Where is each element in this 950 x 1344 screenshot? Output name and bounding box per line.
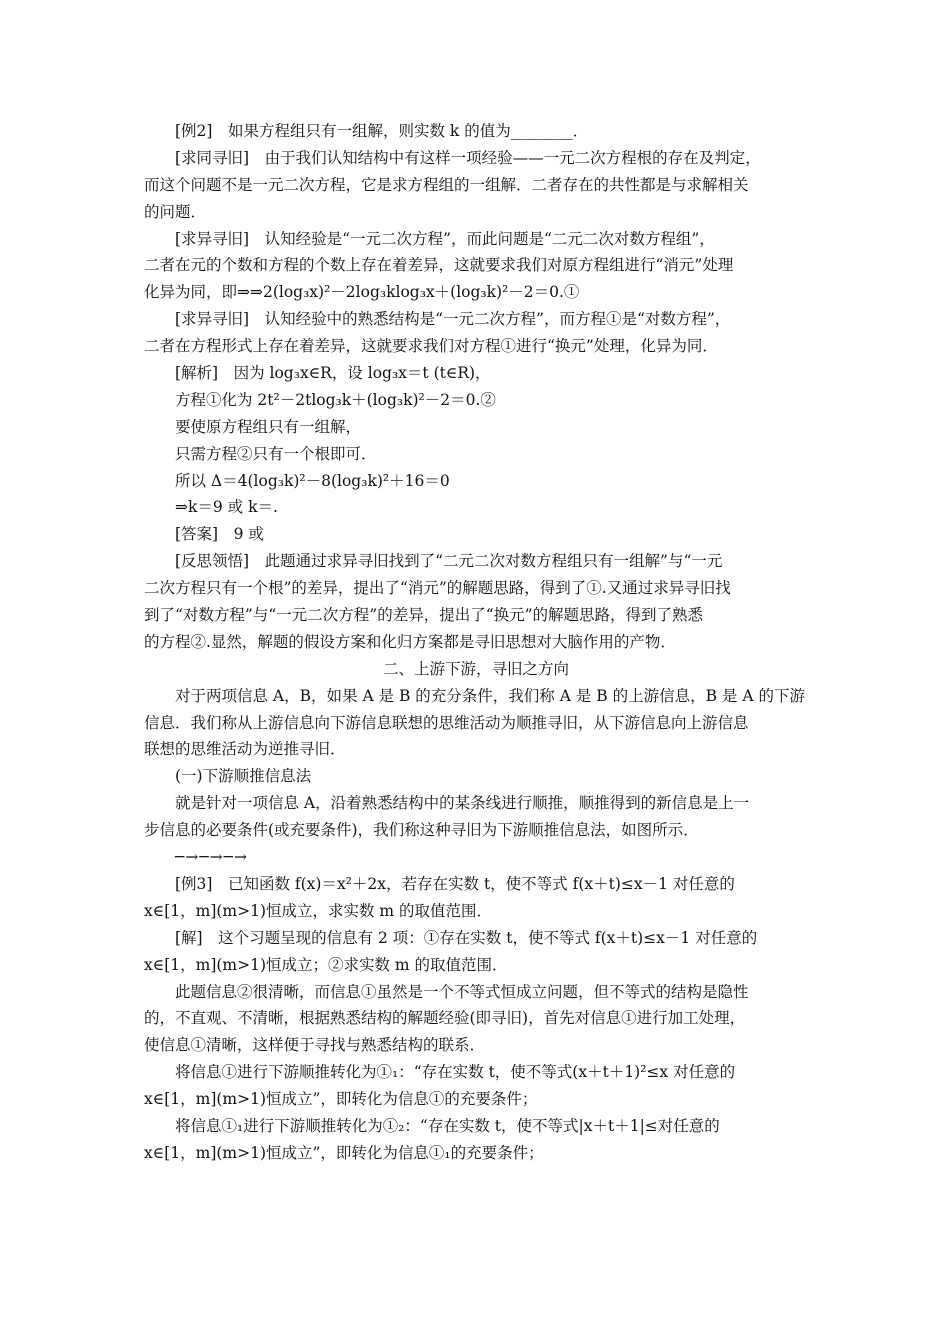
text-line: 此题信息②很清晰，而信息①虽然是一个不等式恒成立问题，但不等式的结构是隐性 xyxy=(175,982,749,1001)
section-heading: 二、上游下游，寻旧之方向 xyxy=(382,659,569,678)
text-line: 二者在元的个数和方程的个数上存在着差异，这就要求我们对原方程组进行“消元”处理 xyxy=(144,256,734,275)
text-line: [解] 这个习题呈现的信息有 2 项：①存在实数 t，使不等式 f(x＋t)≤x－1 对任意的 xyxy=(175,928,758,947)
text-line: 的，不直观、不清晰，根据熟悉结构的解题经验(即寻旧)，首先对信息①进行加工处理， xyxy=(144,1009,746,1028)
text-line: x∈[1，m](m>1)恒成立；②求实数 m 的取值范围． xyxy=(144,955,508,974)
text-line: 就是针对一项信息 A，沿着熟悉结构中的某条线进行顺推，顺推得到的新信息是上一 xyxy=(175,794,750,813)
text-line: 方程①化为 2t²－2tlog₃k＋(log₃k)²－2＝0.② xyxy=(175,390,496,409)
text-line: 将信息①₁进行下游顺推转化为①₂：“存在实数 t，使不等式|x＋t＋1|≤对任意的 xyxy=(175,1116,720,1135)
document-page xyxy=(144,118,808,1167)
text-line: 二者在方程形式上存在着差异，这就要求我们对方程①进行“换元”处理，化异为同． xyxy=(144,337,718,356)
text-line: 信息．我们称从上游信息向下游信息联想的思维活动为顺推寻旧，从下游信息向上游信息 xyxy=(144,713,749,732)
text-line: (一)下游顺推信息法 xyxy=(175,767,312,786)
text-line: x∈[1，m](m>1)恒成立，求实数 m 的取值范围． xyxy=(144,901,493,920)
text-line: 步信息的必要条件(或充要条件)，我们称这种寻旧为下游顺推信息法，如图所示． xyxy=(144,821,699,840)
text-line: [例3] 已知函数 f(x)＝x²＋2x，若存在实数 t，使不等式 f(x＋t)≤x－1 对任意的 xyxy=(175,874,735,893)
text-line: ─→─→─→ xyxy=(175,848,248,867)
text-line: 要使原方程组只有一组解， xyxy=(175,417,362,436)
text-line: 只需方程②只有一个根即可． xyxy=(175,444,377,463)
text-line: [解析] 因为 log₃x∈R，设 log₃x＝t (t∈R)， xyxy=(175,364,491,383)
text-line: 对于两项信息 A，B，如果 A 是 B 的充分条件，我们称 A 是 B 的上游信息，B 是 A 的下游 xyxy=(175,686,805,705)
text-line: 的方程②.显然，解题的假设方案和化归方案都是寻旧思想对大脑作用的产物． xyxy=(144,632,676,651)
text-line: 所以 Δ＝4(log₃k)²－8(log₃k)²＋16＝0 xyxy=(175,471,450,490)
text-line: ⇒k＝9 或 k＝. xyxy=(175,498,278,517)
text-line: 的问题． xyxy=(144,202,207,221)
text-line: [反思领悟] 此题通过求异寻旧找到了“二元二次对数方程组只有一组解”与“一元 xyxy=(175,552,723,571)
text-line: 联想的思维活动为逆推寻旧． xyxy=(144,740,346,759)
text-line: 使信息①清晰，这样便于寻找与熟悉结构的联系． xyxy=(144,1036,486,1055)
text-line: [例2] 如果方程组只有一组解，则实数 k 的值为________． xyxy=(175,122,589,140)
text-line: x∈[1，m](m>1)恒成立”，即转化为信息①₁的充要条件； xyxy=(144,1143,544,1162)
text-line: 二次方程只有一个根”的差异，提出了“消元”的解题思路，得到了①.又通过求异寻旧找 xyxy=(144,579,731,598)
text-line: [求异寻旧] 认知经验中的熟悉结构是“一元二次方程”，而方程①是“对数方程”， xyxy=(175,310,731,329)
text-line: [答案] 9 或 xyxy=(175,525,264,544)
text-line: 而这个问题不是一元二次方程，它是求方程组的一组解．二者存在的共性都是与求解相关 xyxy=(144,175,749,194)
text-line: [求同寻旧] 由于我们认知结构中有这样一项经验——一元二次方程根的存在及判定， xyxy=(175,148,761,167)
text-line: 到了“对数方程”与“一元二次方程”的差异，提出了“换元”的解题思路，得到了熟悉 xyxy=(144,606,704,625)
text-line: [求异寻旧] 认知经验是“一元二次方程”，而此问题是“二元二次对数方程组”， xyxy=(175,229,715,248)
text-line: x∈[1，m](m>1)恒成立”，即转化为信息①的充要条件； xyxy=(144,1090,538,1109)
text-line: 化异为同，即⇒⇒2(log₃x)²－2log₃klog₃x＋(log₃k)²－2＝0.① xyxy=(144,283,580,302)
text-line: 将信息①进行下游顺推转化为①₁：“存在实数 t，使不等式(x＋t＋1)²≤x 对任意的 xyxy=(175,1063,736,1082)
